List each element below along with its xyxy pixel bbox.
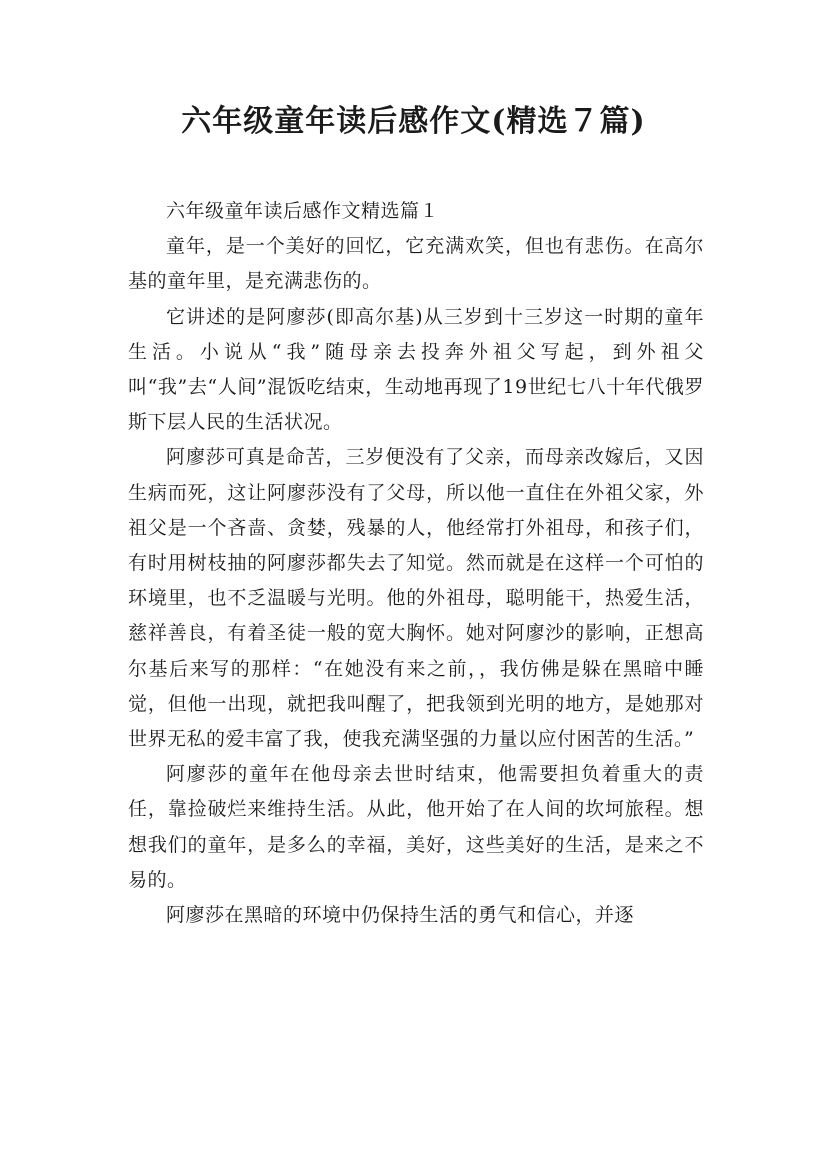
- paragraph: 阿廖莎的童年在他母亲去世时结束，他需要担负着重大的责任，靠捡破烂来维持生活。从此，他开始了在人间的坎坷旅程。想想我们的童年，是多么的幸福，美好，这些美好的生活，是来之不易的。: [128, 763, 704, 891]
- page-title: 六年级童年读后感作文(精选７篇): [181, 104, 646, 139]
- paragraph: 阿廖莎可真是命苦，三岁便没有了父亲，而母亲改嫁后，又因生病而死，这让阿廖莎没有了父母，所以他一直住在外祖父家，外祖父是一个吝啬、贪婪，残暴的人，他经常打外祖母，和孩子们，有时用树枝抽的阿廖莎都失去了知觉。然而就是在这样一个可怕的环境里，也不乏温暖与光明。他的外祖母，聪明能干，热爱生活，慈祥善良，有着圣徒一般的宽大胸怀。她对阿廖沙的影响，正想高尔基后来写的那样：“在她没有来之前，，我仿佛是躲在黑暗中睡觉，但他一出现，就把我叫醒了，把我领到光明的地方，是她那对世界无私的爱丰富了我，使我充满坚强的力量以应付困苦的生活。”: [128, 446, 704, 751]
- document-body: [128, 194, 704, 933]
- paragraph: 它讲述的是阿廖莎(即高尔基)从三岁到十三岁这一时期的童年生活。小说从“我”随母亲去投奔外祖父写起，到外祖父叫“我”去“人间”混饭吃结束，生动地再现了19世纪七八十年代俄罗斯下层人民的生活状况。: [128, 305, 704, 434]
- section-heading: 六年级童年读后感作文精选篇１: [166, 200, 440, 222]
- paragraph: 童年，是一个美好的回忆，它充满欢笑，但也有悲伤。在高尔基的童年里，是充满悲伤的。: [128, 235, 704, 293]
- paragraph: 阿廖莎在黑暗的环境中仍保持生活的勇气和信心，并逐: [166, 904, 635, 927]
